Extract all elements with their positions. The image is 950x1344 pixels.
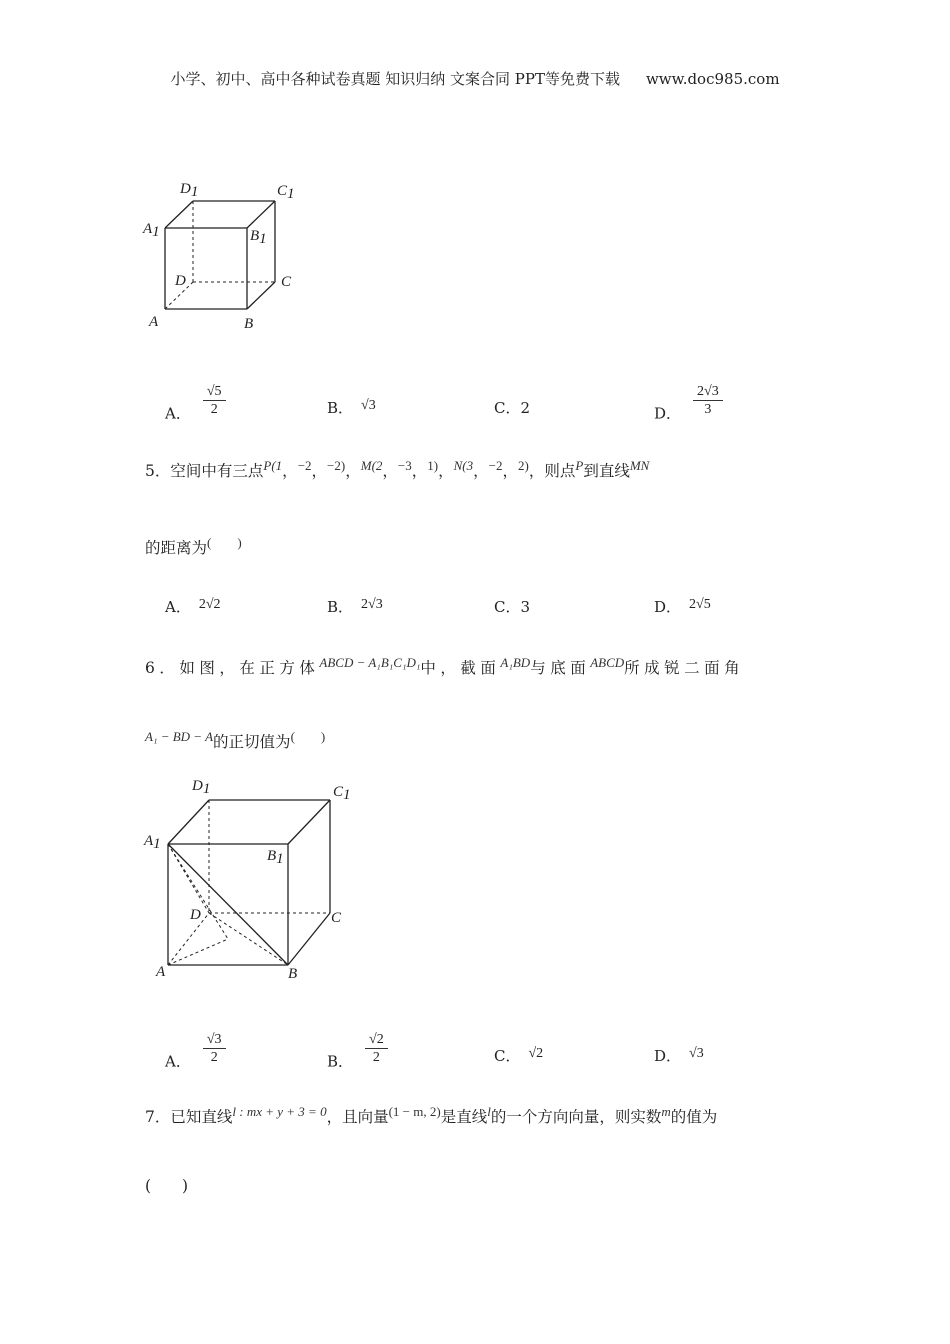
header-site: www.doc985.com [645, 70, 780, 88]
q4-option-a: A． $\frac{√5}{2}$ [165, 397, 226, 432]
label-d1: D1 [192, 778, 211, 797]
label-c1: C1 [333, 784, 351, 803]
hidden-edge-db [209, 913, 288, 965]
cube-figure-q6 [140, 770, 365, 985]
question-6-line2: $^{A_1 - BD - A}$的正切值为( ) [145, 729, 326, 751]
q5-option-a: A． 2√2 [165, 597, 221, 616]
label-b: B [288, 966, 298, 982]
hidden-line-a-mid [168, 939, 228, 965]
q4-option-d: D． $\frac{2√3}{3}$ [654, 397, 723, 432]
label-d: D [190, 907, 201, 923]
hidden-line-a1-mid [168, 844, 228, 939]
q4-option-b: B． √3 [327, 398, 376, 417]
q6-option-c: C． √2 [494, 1046, 544, 1065]
label-c1: C1 [277, 183, 295, 202]
q6-option-d: D． √3 [654, 1046, 704, 1065]
edge-bc [247, 282, 275, 309]
label-c: C [281, 274, 292, 290]
label-d1: D1 [180, 181, 199, 200]
label-c: C [331, 910, 342, 926]
label-d: D [175, 273, 186, 289]
edge-bc [288, 913, 330, 965]
q6-option-a: A． $\frac{√3}{2}$ [165, 1045, 226, 1080]
q6-option-b: B． $\frac{√2}{2}$ [327, 1045, 388, 1080]
edge-a1d1 [168, 800, 209, 844]
question-5-line1: 5．空间中有三点$^{P(1}$，$^{-2}$，$^{-2)}$，$^{M(2}$，$^{-3}$，$^{1)}$，$^{N(3}$，$^{-2}$，$^{2)}$，则点$^P$到直线$^{MN}$ [145, 458, 650, 480]
label-b1: B1 [250, 228, 267, 247]
q5-option-d: D． 2√5 [654, 597, 711, 616]
header-text: 小学、初中、高中各种试卷真题 知识归纳 文案合同 PPT等免费下载 [170, 70, 620, 88]
edge-b1c1 [247, 201, 275, 228]
label-a: A [156, 964, 166, 980]
cube-figure-q4 [140, 175, 310, 340]
question-7-line1: 7．已知直线$^{l : mx + y + 3 = 0}$，且向量$^{(1 - m, 2)}$是直线$^l$的一个方向向量，则实数$^m$的值为 [145, 1104, 718, 1126]
edge-a1d1 [165, 201, 193, 228]
question-6-line1: 6．如图，在正方体$^{ABCD - A_1B_1C_1D_1}$中，截面$^{A_1BD}$与底面$^{ABCD}$所成锐二面角 [145, 655, 745, 677]
label-b: B [244, 316, 254, 332]
edge-b1c1 [288, 800, 330, 844]
q5-option-c: C．3 [494, 598, 531, 616]
label-b1: B1 [267, 848, 284, 867]
question-5-line2: 的距离为( ) [145, 535, 242, 557]
q5-option-b: B． 2√3 [327, 597, 383, 616]
page-header [0, 68, 950, 89]
label-a1: A1 [143, 221, 160, 240]
label-a: A [149, 314, 159, 330]
q4-option-c: C．2 [494, 399, 531, 417]
question-7-line2: ( ) [145, 1177, 189, 1195]
label-a1: A1 [144, 833, 161, 852]
hidden-edge-ad [168, 913, 209, 965]
